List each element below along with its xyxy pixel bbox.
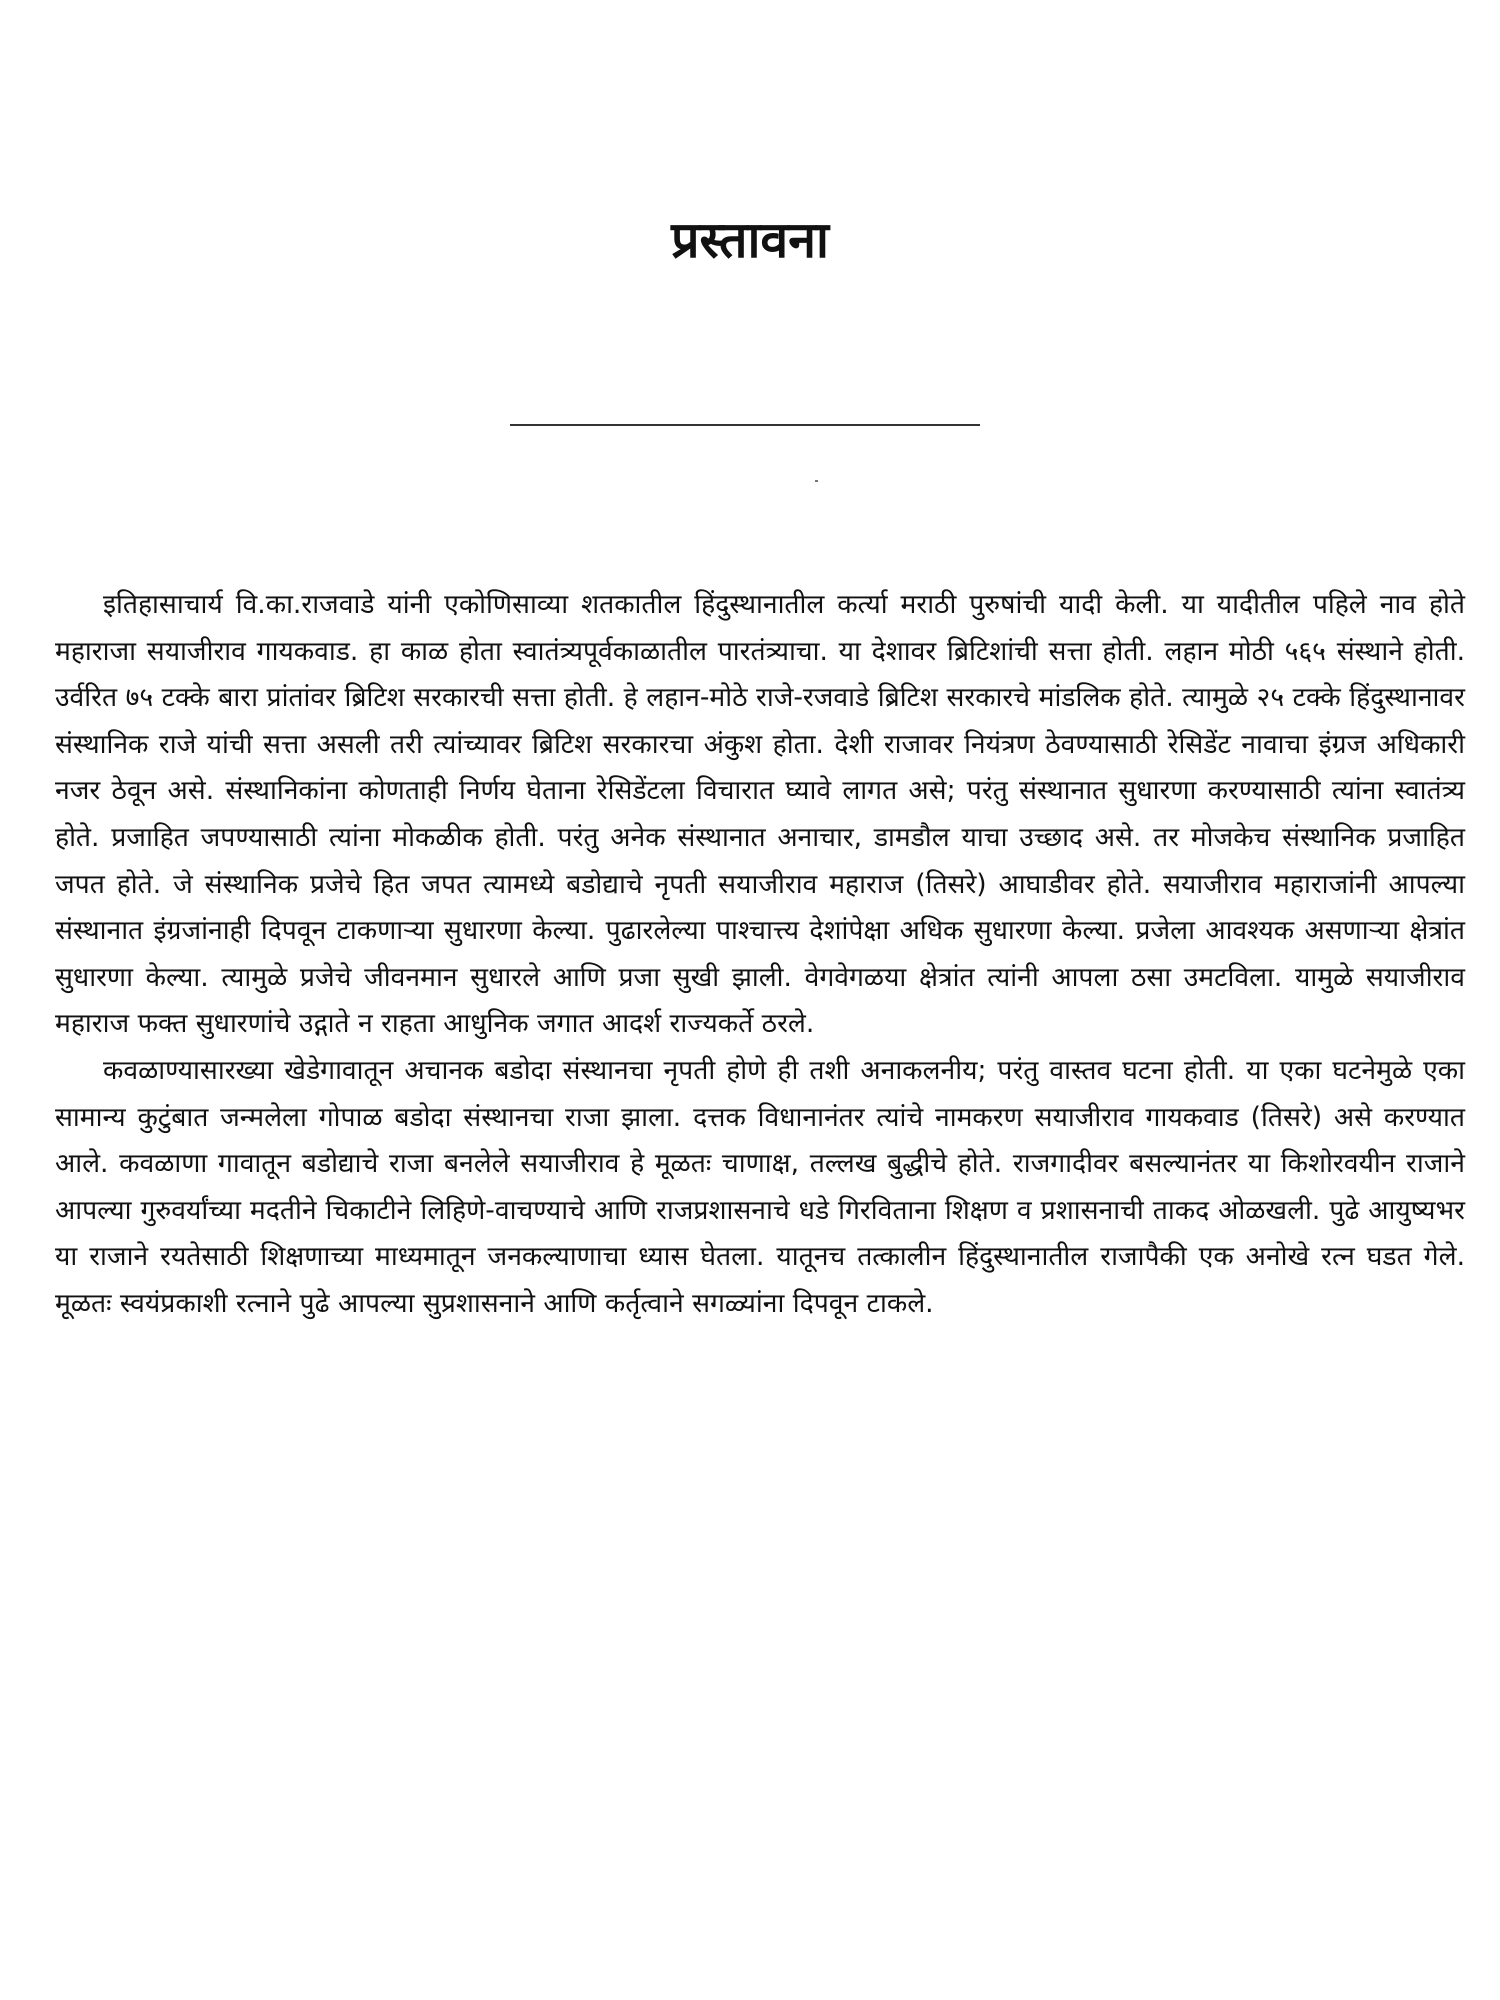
title-divider [510, 424, 980, 426]
body-text [55, 582, 1465, 1328]
page-title: प्रस्तावना [671, 211, 829, 269]
scan-speck [815, 480, 818, 482]
paragraph-1: इतिहासाचार्य वि.का.राजवाडे यांनी एकोणिसाव्या शतकातील हिंदुस्थानातील कर्त्या मराठी पुरुषांची यादी केली. या यादीतील पहिले नाव होते महाराजा सयाजीराव गायकवाड. हा काळ होता स्वातंत्र्यपूर्वकाळातील पारतंत्र्याचा. या देशावर ब्रिटिशांची सत्ता होती. लहान मोठी ५६५ संस्थाने होती. उर्वरित ७५ टक्के बारा प्रांतांवर ब्रिटिश सरकारची सत्ता होती. हे लहान-मोठे राजे-रजवाडे ब्रिटिश सरकारचे मांडलिक होते. त्यामुळे २५ टक्के हिंदुस्थानावर संस्थानिक राजे यांची सत्ता असली तरी त्यांच्यावर ब्रिटिश सरकारचा अंकुश होता. देशी राजावर नियंत्रण ठेवण्यासाठी रेसिडेंट नावाचा इंग्रज अधिकारी नजर ठेवून असे. संस्थानिकांना कोणताही निर्णय घेताना रेसिडेंटला विचारात घ्यावे लागत असे; परंतु संस्थानात सुधारणा करण्यासाठी त्यांना स्वातंत्र्य होते. प्रजाहित जपण्यासाठी त्यांना मोकळीक होती. परंतु अनेक संस्थानात अनाचार, डामडौल याचा उच्छाद असे. तर मोजकेच संस्थानिक प्रजाहित जपत होते. जे संस्थानिक प्रजेचे हित जपत त्यामध्ये बडोद्याचे नृपती सयाजीराव महाराज (तिसरे) आघाडीवर होते. सयाजीराव महाराजांनी आपल्या संस्थानात इंग्रजांनाही दिपवून टाकणाऱ्या सुधारणा केल्या. पुढारलेल्या पाश्चात्त्य देशांपेक्षा अधिक सुधारणा केल्या. प्रजेला आवश्यक असणाऱ्या क्षेत्रांत सुधारणा केल्या. त्यामुळे प्रजेचे जीवनमान सुधारले आणि प्रजा सुखी झाली. वेगवेगळया क्षेत्रांत त्यांनी आपला ठसा उमटविला. यामुळे सयाजीराव महाराज फक्त सुधारणांचे उद्गाते न राहता आधुनिक जगात आदर्श राज्यकर्ते ठरले. [55, 589, 1465, 1040]
paragraph-2: कवळाण्यासारख्या खेडेगावातून अचानक बडोदा संस्थानचा नृपती होणे ही तशी अनाकलनीय; परंतु वास्तव घटना होती. या एका घटनेमुळे एका सामान्य कुटुंबात जन्मलेला गोपाळ बडोदा संस्थानचा राजा झाला. दत्तक विधानानंतर त्यांचे नामकरण सयाजीराव गायकवाड (तिसरे) असे करण्यात आले. कवळाणा गावातून बडोद्याचे राजा बनलेले सयाजीराव हे मूळतः चाणाक्ष, तल्लख बुद्धीचे होते. राजगादीवर बसल्यानंतर या किशोरवयीन राजाने आपल्या गुरुवर्यांच्या मदतीने चिकाटीने लिहिणे-वाचण्याचे आणि राजप्रशासनाचे धडे गिरविताना शिक्षण व प्रशासनाची ताकद ओळखली. पुढे आयुष्यभर या राजाने रयतेसाठी शिक्षणाच्या माध्यमातून जनकल्याणाचा ध्यास घेतला. यातूनच तत्कालीन हिंदुस्थानातील राजापैकी एक अनोखे रत्न घडत गेले. मूळतः स्वयंप्रकाशी रत्नाने पुढे आपल्या सुप्रशासनाने आणि कर्तृत्वाने सगळ्यांना दिपवून टाकले. [55, 1054, 1465, 1319]
